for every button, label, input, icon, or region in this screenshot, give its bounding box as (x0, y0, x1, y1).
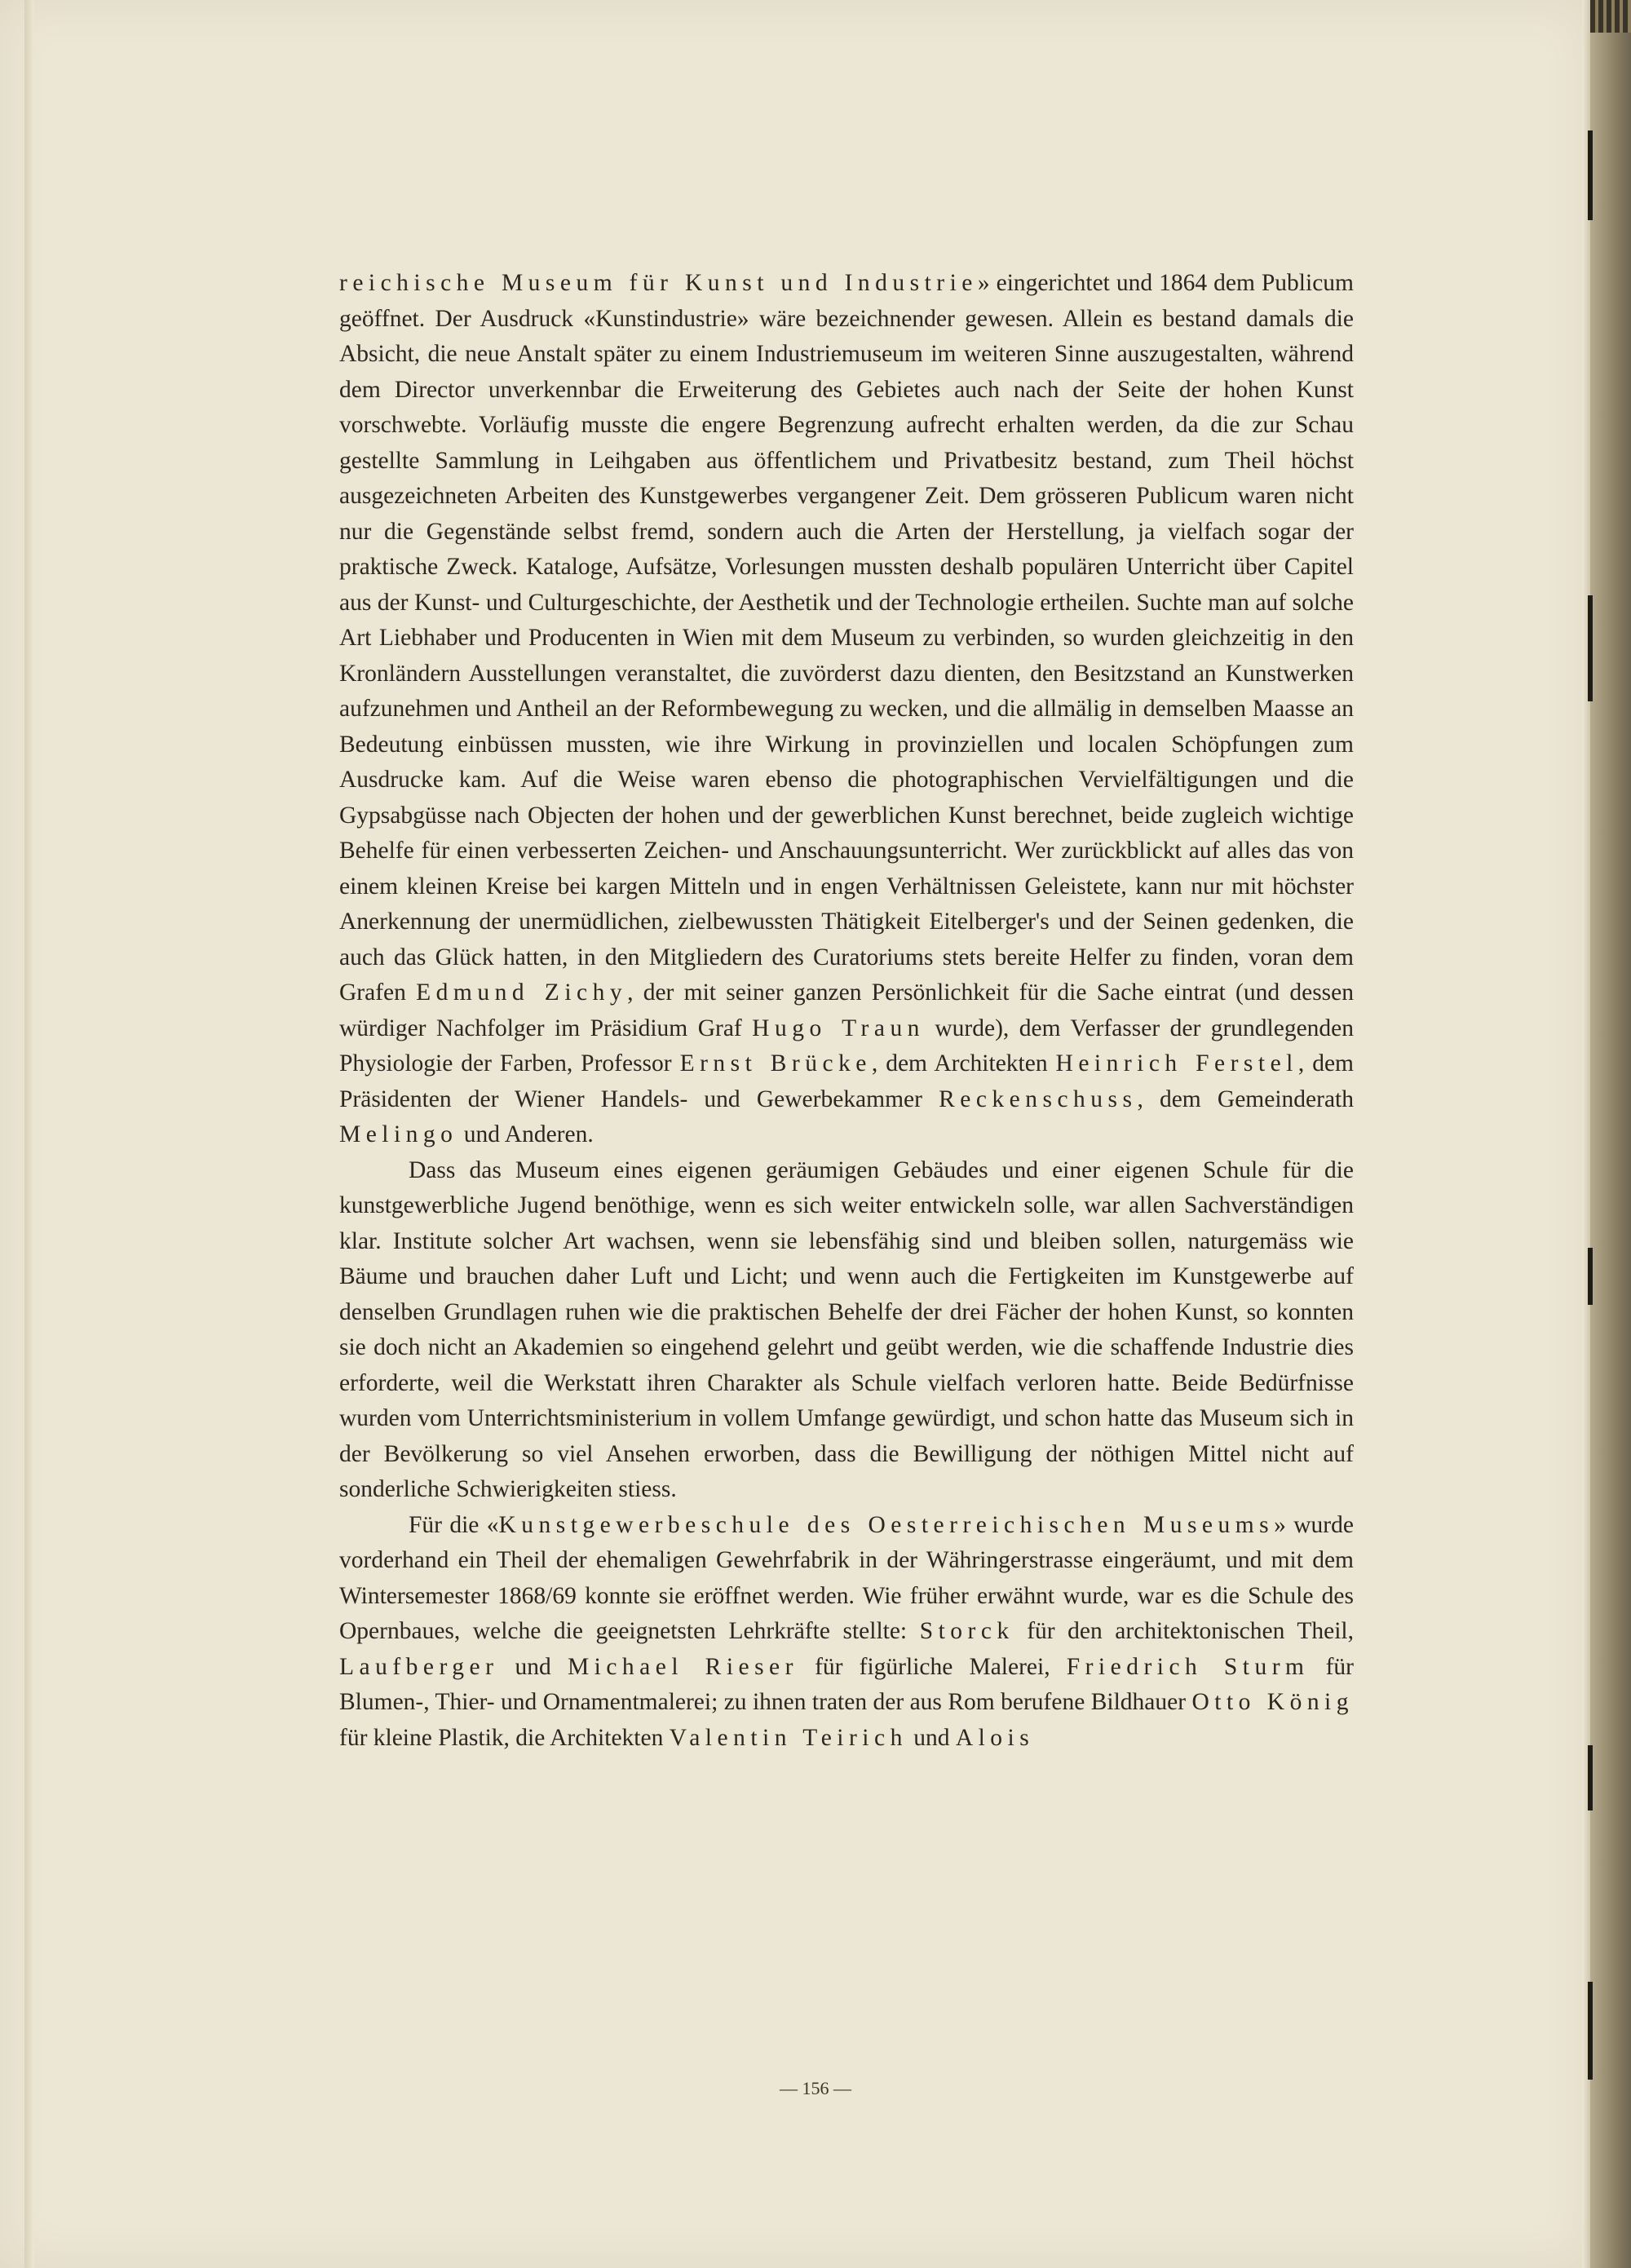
paragraph (339, 1508, 1354, 1757)
paragraph (339, 266, 1354, 1153)
paragraph (339, 1153, 1354, 1508)
page-number: — 156 — (780, 2078, 851, 2098)
spaced-text-run: Heinrich Ferstel (1055, 1050, 1298, 1077)
text-run: für figürliche Malerei, (798, 1653, 1067, 1680)
binding-corner-marks (1590, 0, 1631, 33)
spaced-text-run: Alois (955, 1724, 1035, 1751)
text-run: , dem Architekten (871, 1050, 1056, 1077)
spaced-text-run: Kunstgewerbeschule des Oesterreichischen Museums (498, 1511, 1275, 1538)
spaced-text-run: reichische Museum für Kunst und Industrie (339, 270, 978, 296)
spaced-text-run: Friedrich Sturm (1066, 1653, 1310, 1680)
spaced-text-run: Edmund Zichy (416, 979, 628, 1006)
text-run: » wurde vorderhand ein Theil der ehemaligen Gewehrfabrik in der Währingerstrasse eingeräumt, und mit dem Wintersemester 1868/69 konnte sie eröffnet werden. Wie früher erwähnt wurde, war es die Schule des Opernbaues, welche die geeignetsten Lehrkräfte stellte: (339, 1511, 1354, 1644)
page-right-edge (1582, 0, 1590, 2268)
binding-mark (1588, 1248, 1593, 1305)
text-run: » eingerichtet und 1864 dem Publicum geöffnet. Der Ausdruck «Kunstindustrie» wäre bezeichnender gewesen. Allein es bestand damals die Absicht, die neue Anstalt später zu einem Industriemuseum im weiteren Sinne auszugestalten, während dem Director unverkennbar die Erweiterung des Gebietes auch nach der Seite der hohen Kunst vorschwebte. Vorläufig musste die engere Begrenzung aufrecht erhalten werden, da die zur Schau gestellte Sammlung in Leihgaben aus öffentlichem und Privatbesitz bestand, zum Theil höchst ausgezeichneten Arbeiten des Kunstgewerbes vergangener Zeit. Dem grösseren Publicum waren nicht nur die Gegenstände selbst fremd, sondern auch die Arten der Herstellung, ja vielfach sogar der praktische Zweck. Kataloge, Aufsätze, Vorlesungen mussten deshalb populären Unterricht über Capitel aus der Kunst- und Culturgeschichte, der Aesthetik und der Technologie ertheilen. Suchte man auf solche Art Liebhaber und Producenten in Wien mit dem Museum zu verbinden, so wurden gleichzeitig in den Kronländern Ausstellungen veranstaltet, die zuvörderst dazu dienten, den Besitzstand an Kunstwerken aufzunehmen und Antheil an der Reformbewegung zu wecken, und die allmälig in demselben Maasse an Bedeutung einbüssen mussten, wie ihre Wirkung in provinziellen und localen Schöpfungen zum Ausdrucke kam. Auf die Weise waren ebenso die photographischen Vervielfältigungen und die Gypsabgüsse nach Objecten der hohen und der gewerblichen Kunst berechnet, beide zugleich wichtige Behelfe für einen verbesserten Zeichen- und Anschauungsunterricht. Wer zurückblickt auf alles das von einem kleinen Kreise bei kargen Mitteln und in engen Verhältnissen Geleistete, kann nur mit höchster Anerkennung der unermüdlichen, zielbewussten Thätigkeit Eitelberger's und der Seinen gedenken, die auch das Glück hatten, in den Mitgliedern des Curatoriums stets bereite Helfer zu finden, voran dem Grafen (339, 270, 1354, 1006)
binding-mark (1588, 595, 1593, 701)
text-run: und (907, 1724, 956, 1751)
text-run: Dass das Museum eines eigenen geräumigen Gebäudes und einer eigenen Schule für die kunstgewerbliche Jugend benöthige, wenn es sich weiter entwickeln solle, war allen Sachverständigen klar. Institute solcher Art wachsen, wenn sie lebensfähig sind und bleiben sollen, naturgemäss wie Bäume und brauchen daher Luft und Licht; und wenn auch die Fertigkeiten im Kunstgewerbe auf denselben Grundlagen ruhen wie die praktischen Behelfe der drei Fächer der hohen Kunst, so konnten sie doch nicht an Akademien so eingehend gelehrt und geübt werden, wie die schaffende Industrie dies erforderte, weil die Werkstatt ihren Charakter als Schule vielfach verloren hatte. Beide Bedürfnisse wurden vom Unterrichtsministerium in vollem Umfange gewürdigt, und schon hatte das Museum sich in der Bevölkerung so viel Ansehen erworben, dass die Bewilligung der nöthigen Mittel nicht auf sonderliche Schwierigkeiten stiess. (339, 1156, 1354, 1502)
spaced-text-run: Ernst Brücke (679, 1050, 872, 1077)
text-run: für kleine Plastik, die Architekten (339, 1724, 670, 1751)
text-run: und Anderen. (457, 1121, 594, 1147)
spaced-text-run: Melingo (339, 1121, 458, 1147)
spaced-text-run: Otto König (1191, 1689, 1354, 1715)
body-text (339, 266, 1354, 1756)
text-run: , der mit seiner ganzen Persönlichkeit für die Sache eintrat (und dessen würdiger Nachfolger im Präsidium Graf (339, 979, 1355, 1041)
text-run: für den architektonischen Theil, (1014, 1618, 1354, 1644)
text-run: und (498, 1653, 568, 1680)
text-run: wurde), dem Verfasser der grundlegenden Physiologie der Farben, Professor (339, 1015, 1355, 1077)
text-run: , dem Gemeinderath (1137, 1085, 1354, 1112)
spaced-text-run: Valentin Teirich (669, 1724, 908, 1751)
text-run: Für die « (409, 1511, 499, 1538)
spaced-text-run: Laufberger (339, 1653, 499, 1680)
text-run: , dem Präsidenten der Wiener Handels- und Gewerbekammer (339, 1050, 1354, 1112)
binding-strip (1590, 0, 1631, 2268)
binding-mark (1588, 1745, 1593, 1810)
spaced-text-run: Hugo Traun (752, 1015, 925, 1041)
binding-mark (1588, 1982, 1593, 2080)
spaced-text-run: Michael Rieser (567, 1653, 798, 1680)
text-run: für Blumen-, Thier- und Ornamentmalerei; zu ihnen traten der aus Rom berufene Bildhauer (339, 1653, 1355, 1715)
spaced-text-run: Reckenschuss (939, 1085, 1138, 1112)
spaced-text-run: Storck (919, 1618, 1014, 1644)
page-left-edge (24, 0, 34, 2268)
binding-mark (1588, 130, 1593, 220)
